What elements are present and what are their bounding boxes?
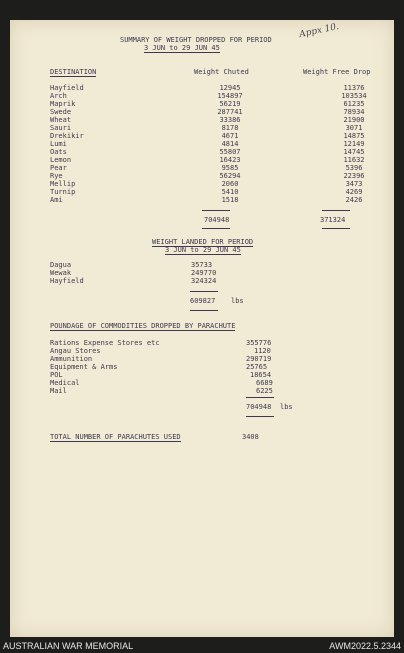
landed-total-rule-top xyxy=(190,291,218,292)
weight-free-value: 21900 xyxy=(343,116,365,124)
landed-value: 324324 xyxy=(191,277,217,285)
landed-unit: lbs xyxy=(231,297,244,305)
free-drop-total: 371324 xyxy=(320,216,346,224)
destination-name: Hayfield xyxy=(50,84,84,92)
weight-free-value: 14745 xyxy=(343,148,365,156)
destination-header: DESTINATION xyxy=(50,68,97,76)
archive-name: AUSTRALIAN WAR MEMORIAL xyxy=(3,641,134,651)
weight-free-value: 103534 xyxy=(341,92,367,100)
weight-chuted-value: 55807 xyxy=(219,148,241,156)
poundage-total-rule-top xyxy=(246,397,274,398)
commodity-name: Medical xyxy=(50,379,80,387)
table-row xyxy=(50,132,390,140)
table-row xyxy=(50,140,390,148)
landed-name: Hayfield xyxy=(50,277,84,285)
destination-name: Ami xyxy=(50,196,63,204)
destination-name: Arch xyxy=(50,92,67,100)
destination-name: Lumi xyxy=(50,140,67,148)
landed-value: 35733 xyxy=(191,261,213,269)
landed-total: 609827 xyxy=(190,297,216,305)
landed-value: 249770 xyxy=(191,269,217,277)
weight-free-drop-header: Weight Free Drop xyxy=(303,68,371,76)
landed-period: 3 JUN to 29 JUN 45 xyxy=(165,246,241,254)
destination-name: Pear xyxy=(50,164,67,172)
table-row xyxy=(50,148,390,156)
free-total-rule-top xyxy=(322,210,350,211)
weight-free-value: 3071 xyxy=(345,124,363,132)
weight-free-value: 2426 xyxy=(345,196,363,204)
destination-name: Sauri xyxy=(50,124,72,132)
free-total-rule-bottom xyxy=(322,228,350,229)
weight-free-value: 22396 xyxy=(343,172,365,180)
weight-chuted-value: 33386 xyxy=(219,116,241,124)
weight-chuted-value: 4671 xyxy=(221,132,239,140)
destination-name: Maprik xyxy=(50,100,76,108)
table-row xyxy=(50,188,390,196)
weight-chuted-header: Weight Chuted xyxy=(194,68,249,76)
archive-id: AWM2022.5.2344 xyxy=(329,641,401,651)
weight-chuted-value: 287741 xyxy=(217,108,243,116)
table-row xyxy=(50,108,390,116)
commodity-name: Angau Stores xyxy=(50,347,101,355)
weight-chuted-value: 16423 xyxy=(219,156,241,164)
weight-free-value: 3473 xyxy=(345,180,363,188)
weight-free-value: 11376 xyxy=(343,84,365,92)
weight-free-value: 5396 xyxy=(345,164,363,172)
commodity-value: 18654 xyxy=(250,371,272,379)
poundage-total: 704948 xyxy=(246,403,272,411)
commodity-value: 25765 xyxy=(246,363,268,371)
commodity-value: 6689 xyxy=(256,379,273,387)
commodity-name: Mail xyxy=(50,387,67,395)
destination-name: Drekikir xyxy=(50,132,84,140)
weight-free-value: 14875 xyxy=(343,132,365,140)
poundage-title: POUNDAGE OF COMMODITIES DROPPED BY PARACHUTE xyxy=(50,322,236,330)
weight-free-value: 4269 xyxy=(345,188,363,196)
table-row xyxy=(50,164,390,172)
chuted-total-rule-bottom xyxy=(202,228,230,229)
commodity-name: POL xyxy=(50,371,63,379)
weight-free-value: 11632 xyxy=(343,156,365,164)
weight-free-value: 61235 xyxy=(343,100,365,108)
destination-name: Swede xyxy=(50,108,72,116)
commodity-name: Rations Expense Stores etc xyxy=(50,339,160,347)
document-page xyxy=(10,20,394,637)
destination-name: Oats xyxy=(50,148,67,156)
destination-name: Wheat xyxy=(50,116,72,124)
parachutes-label: TOTAL NUMBER OF PARACHUTES USED xyxy=(50,433,181,441)
archive-footer xyxy=(0,639,404,653)
destination-name: Lemon xyxy=(50,156,72,164)
commodity-name: Equipment & Arms xyxy=(50,363,118,371)
poundage-total-rule-bottom xyxy=(246,416,274,417)
weight-chuted-value: 5410 xyxy=(221,188,239,196)
chuted-total: 704948 xyxy=(204,216,230,224)
landed-total-rule-bottom xyxy=(190,310,218,311)
commodity-value: 1120 xyxy=(254,347,271,355)
table-row xyxy=(50,156,390,164)
landed-name: Dagua xyxy=(50,261,72,269)
table-row xyxy=(50,172,390,180)
poundage-unit: lbs xyxy=(280,403,293,411)
weight-chuted-value: 1518 xyxy=(221,196,239,204)
landed-title: WEIGHT LANDED FOR PERIOD xyxy=(152,238,254,246)
document-period: 3 JUN to 29 JUN 45 xyxy=(144,44,220,52)
table-row xyxy=(50,124,390,132)
chuted-total-rule-top xyxy=(202,210,230,211)
document-title: SUMMARY OF WEIGHT DROPPED FOR PERIOD xyxy=(120,36,272,44)
table-row xyxy=(50,84,390,92)
commodity-value: 6225 xyxy=(256,387,273,395)
weight-chuted-value: 12945 xyxy=(219,84,241,92)
handwritten-reference: Appx 10. xyxy=(298,21,340,41)
destination-name: Rye xyxy=(50,172,63,180)
parachutes-value: 3408 xyxy=(242,433,259,441)
weight-free-value: 12149 xyxy=(343,140,365,148)
weight-free-value: 78934 xyxy=(343,108,365,116)
landed-name: Wewak xyxy=(50,269,72,277)
table-row xyxy=(50,116,390,124)
weight-chuted-value: 56294 xyxy=(219,172,241,180)
destination-name: Turnip xyxy=(50,188,76,196)
weight-chuted-value: 4814 xyxy=(221,140,239,148)
table-row xyxy=(50,180,390,188)
table-row xyxy=(50,92,390,100)
table-row xyxy=(50,100,390,108)
weight-chuted-value: 9585 xyxy=(221,164,239,172)
weight-chuted-value: 56219 xyxy=(219,100,241,108)
commodity-name: Ammunition xyxy=(50,355,93,363)
commodity-value: 290719 xyxy=(246,355,272,363)
weight-chuted-value: 8178 xyxy=(221,124,239,132)
table-row xyxy=(50,196,390,204)
commodity-value: 355776 xyxy=(246,339,272,347)
weight-chuted-value: 154897 xyxy=(217,92,243,100)
destination-name: Mellip xyxy=(50,180,76,188)
weight-chuted-value: 2060 xyxy=(221,180,239,188)
